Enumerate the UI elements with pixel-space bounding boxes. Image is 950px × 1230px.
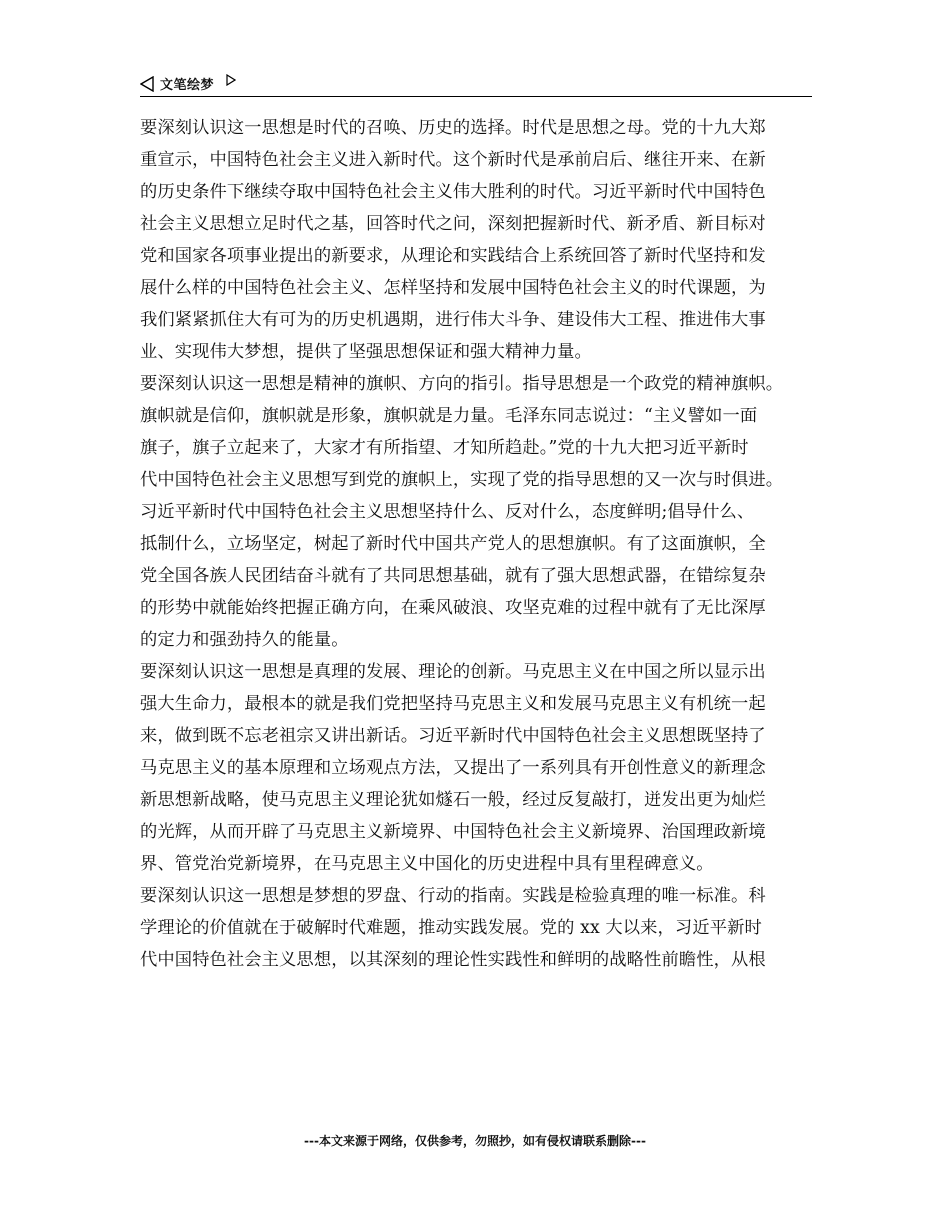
text-line: 要深刻认识这一思想是时代的召唤、历史的选择。时代是思想之母。党的十九大郑 [140, 118, 766, 138]
text-line: 习近平新时代中国特色社会主义思想坚持什么、反对什么，态度鲜明;倡导什么、 [140, 502, 755, 522]
text-line: 强大生命力，最根本的就是我们党把坚持马克思主义和发展马克思主义有机统一起 [140, 694, 766, 714]
page-header [140, 72, 812, 96]
text-line: 旗帜就是信仰，旗帜就是形象，旗帜就是力量。毛泽东同志说过：“主义譬如一面 [140, 406, 758, 426]
text-line: 抵制什么，立场坚定，树起了新时代中国共产党人的思想旗帜。有了这面旗帜，全 [140, 534, 766, 554]
triangle-left-outline-icon [140, 76, 154, 92]
triangle-right-outline-icon [226, 74, 236, 86]
text-line: 业、实现伟大梦想，提供了坚强思想保证和强大精神力量。 [140, 342, 592, 362]
text-line: 代中国特色社会主义思想，以其深刻的理论性实践性和鲜明的战略性前瞻性，从根 [140, 950, 766, 970]
text-line: 要深刻认识这一思想是真理的发展、理论的创新。马克思主义在中国之所以显示出 [140, 662, 766, 682]
text-line: 的历史条件下继续夺取中国特色社会主义伟大胜利的时代。习近平新时代中国特色 [140, 182, 766, 202]
text-line: 党和国家各项事业提出的新要求，从理论和实践结合上系统回答了新时代坚持和发 [140, 246, 766, 266]
text-line: 要深刻认识这一思想是精神的旗帜、方向的指引。指导思想是一个政党的精神旗帜。 [140, 374, 784, 394]
text-line: 的定力和强劲持久的能量。 [140, 630, 349, 650]
text-line: 马克思主义的基本原理和立场观点方法，又提出了一系列具有开创性意义的新理念 [140, 758, 766, 778]
text-line: 学理论的价值就在于破解时代难题，推动实践发展。党的 xx 大以来，习近平新时 [140, 918, 762, 938]
text-line: 旗子，旗子立起来了，大家才有所指望、才知所趋赴。”党的十九大把习近平新时 [140, 438, 749, 458]
text-line: 展什么样的中国特色社会主义、怎样坚持和发展中国特色社会主义的时代课题，为 [140, 278, 766, 298]
text-line: 来，做到既不忘老祖宗又讲出新话。习近平新时代中国特色社会主义思想既坚持了 [140, 726, 766, 746]
text-line: 代中国特色社会主义思想写到党的旗帜上，实现了党的指导思想的又一次与时俱进。 [140, 470, 784, 490]
text-line: 的光辉，从而开辟了马克思主义新境界、中国特色社会主义新境界、治国理政新境 [140, 822, 766, 842]
text-line: 新思想新战略，使马克思主义理论犹如燧石一般，经过反复敲打，迸发出更为灿烂 [140, 790, 766, 810]
footer-disclaimer: ---本文来源于网络，仅供参考，勿照抄，如有侵权请联系删除--- [304, 1134, 646, 1148]
text-line: 重宣示，中国特色社会主义进入新时代。这个新时代是承前启后、继往开来、在新 [140, 150, 766, 170]
document-body [140, 112, 812, 976]
brand-name: 文笔绘梦 [160, 78, 215, 93]
text-line: 我们紧紧抓住大有可为的历史机遇期，进行伟大斗争、建设伟大工程、推进伟大事 [140, 310, 766, 330]
text-line: 党全国各族人民团结奋斗就有了共同思想基础，就有了强大思想武器，在错综复杂 [140, 566, 766, 586]
text-line: 的形势中就能始终把握正确方向，在乘风破浪、攻坚克难的过程中就有了无比深厚 [140, 598, 766, 618]
text-line: 要深刻认识这一思想是梦想的罗盘、行动的指南。实践是检验真理的唯一标准。科 [140, 886, 766, 906]
text-line: 社会主义思想立足时代之基，回答时代之问，深刻把握新时代、新矛盾、新目标对 [140, 214, 766, 234]
header-divider [140, 96, 812, 97]
text-line: 界、管党治党新境界，在马克思主义中国化的历史进程中具有里程碑意义。 [140, 854, 714, 874]
